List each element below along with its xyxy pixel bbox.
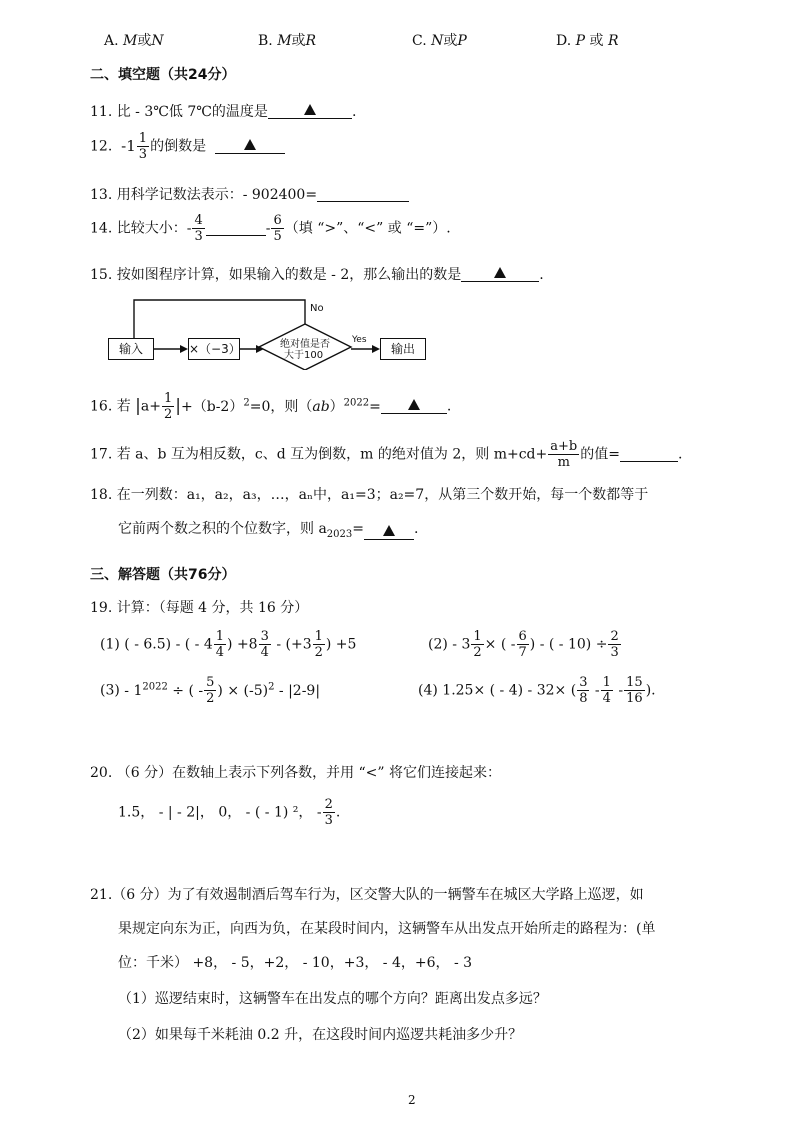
fraction: $\frac{4}{3}$ <box>194 213 203 244</box>
answer-blank[interactable] <box>461 267 539 282</box>
fraction: $\frac{6}{5}$ <box>273 213 282 244</box>
answer-blank[interactable] <box>215 139 285 154</box>
fraction: $\frac{3}{4}$ <box>260 629 269 660</box>
fraction: $\frac{5}{2}$ <box>206 675 215 706</box>
answer-blank[interactable] <box>381 399 447 414</box>
fraction: $\frac{2}{3}$ <box>324 797 333 828</box>
fraction: $\frac{1}{3}$ <box>138 131 148 162</box>
question-21-line3: 位：千米） +8， - 5，+2， - 10，+3， - 4，+6， - 3 <box>118 955 473 971</box>
question-19: 19. 计算：（每题 4 分，共 16 分） <box>90 600 309 616</box>
triangle-marker-icon <box>408 399 420 410</box>
question-13: 13. 用科学记数法表示：- 902400= <box>90 187 409 202</box>
fraction: $\frac{3}{8}$ <box>579 675 588 706</box>
triangle-marker-icon <box>383 525 395 536</box>
question-21-sub2: （2）如果每千米耗油 0.2 升，在这段时间内巡逻共耗油多少升？ <box>118 1027 523 1043</box>
question-20: 20. （6 分）在数轴上表示下列各数，并用 “<” 将它们连接起来： <box>90 765 502 781</box>
choice-a: A. M或N <box>104 33 164 49</box>
fraction: $\frac{6}{7}$ <box>518 629 527 660</box>
page-number: 2 <box>408 1093 416 1107</box>
answer-blank[interactable] <box>620 447 678 462</box>
question-19-part2: (2) - 3 $\frac{1}{2}$ × ( - $\frac{6}{7}$ ) - ( - 10) ÷ $\frac{2}{3}$ <box>428 629 619 660</box>
flow-yes-label: Yes <box>352 335 367 345</box>
answer-blank[interactable] <box>317 187 409 202</box>
fraction: $\frac{2}{3}$ <box>610 629 619 660</box>
choice-d: D. P 或 R <box>556 33 619 49</box>
flow-condition-line2: 大于100 <box>284 350 324 361</box>
question-19-part3: $(3) - 1^{2022}$ ÷ ( - $\frac{5}{2}$ ) × $(-5)^2 - |2-9|$ <box>100 675 321 706</box>
flow-condition-line1: 绝对值是否 <box>280 339 330 350</box>
fraction: $\frac{1}{2}$ <box>163 391 173 422</box>
question-17: 17. 若 a、b 互为相反数，c、d 互为倒数，m 的绝对值为 2，则 m+cd+ $\frac{a+b}{m}$ 的值= . <box>90 439 683 470</box>
question-21-sub1: （1）巡逻结束时，这辆警车在出发点的哪个方向？距离出发点多远？ <box>118 991 547 1007</box>
flowchart <box>108 290 438 370</box>
fraction: $\frac{15}{16}$ <box>626 675 643 706</box>
question-12: 12. -1 $\frac{1}{3}$ 的倒数是 <box>90 132 285 161</box>
flow-output-box: 输出 <box>380 338 426 360</box>
question-21-line1: 21.（6 分）为了有效遏制酒后驾车行为，区交警大队的一辆警车在城区大学路上巡逻，如 <box>90 887 644 903</box>
question-18-line2: 它前两个数之积的个位数字，则 $a_{2023}=$ . <box>118 521 419 540</box>
flow-no-label: No <box>310 303 324 314</box>
fraction: $\frac{1}{4}$ <box>215 629 225 660</box>
question-18-line1: 18. 在一列数：a₁，a₂，a₃，…，aₙ中，a₁=3；a₂=7，从第三个数开始，每一个数都等于 <box>90 487 649 503</box>
flow-multiply-box: ×（−3） <box>188 338 240 360</box>
question-19-part4: (4) 1.25× ( - 4) - 32× ( $\frac{3}{8}$ - $\frac{1}{4}$ - $\frac{15}{16}$ ). <box>418 675 656 706</box>
answer-blank[interactable] <box>268 104 352 119</box>
fraction: $\frac{1}{4}$ <box>602 675 611 706</box>
triangle-marker-icon <box>304 104 316 115</box>
question-21-line2: 果规定向东为正，向西为负，在某段时间内，这辆警车从出发点开始所走的路程为：(单 <box>118 921 656 937</box>
question-14: 14. 比较大小：- $\frac{4}{3}$ - $\frac{6}{5}$ （填 “>”、“<” 或 “=”）. <box>90 213 451 244</box>
answer-blank[interactable] <box>206 221 266 236</box>
flow-input-box: 输入 <box>108 338 154 360</box>
question-19-part1: (1) ( - 6.5) - ( - 4 $\frac{1}{4}$ ) +8 $\frac{3}{4}$ - (+3 $\frac{1}{2}$ ) +5 <box>100 629 357 660</box>
triangle-marker-icon <box>244 139 256 150</box>
section-title-fill-in: 二、填空题（共24分） <box>90 67 236 83</box>
question-16: 16. 若 |a+ $\frac{1}{2}$ $|+(b-2)^2=0$，则（ab）$^{2022}$= . <box>90 391 452 422</box>
fraction: $\frac{a+b}{m}$ <box>550 439 578 470</box>
question-11: 11. 比 - 3℃低 7℃的温度是 . <box>90 104 357 120</box>
question-20-list: 1.5， - | - 2|， 0， - ( - 1) ²， - $\frac{2}{3}$ . <box>118 797 341 828</box>
choice-b: B. M或R <box>258 33 317 49</box>
fraction: $\frac{1}{2}$ <box>473 629 482 660</box>
answer-blank[interactable] <box>364 525 414 540</box>
question-15: 15. 按如图程序计算，如果输入的数是 - 2，那么输出的数是 . <box>90 267 544 283</box>
triangle-marker-icon <box>494 267 506 278</box>
fraction: $\frac{1}{2}$ <box>314 629 323 660</box>
section-title-solve: 三、解答题（共76分） <box>90 567 236 583</box>
choice-c: C. N或P <box>412 33 467 49</box>
